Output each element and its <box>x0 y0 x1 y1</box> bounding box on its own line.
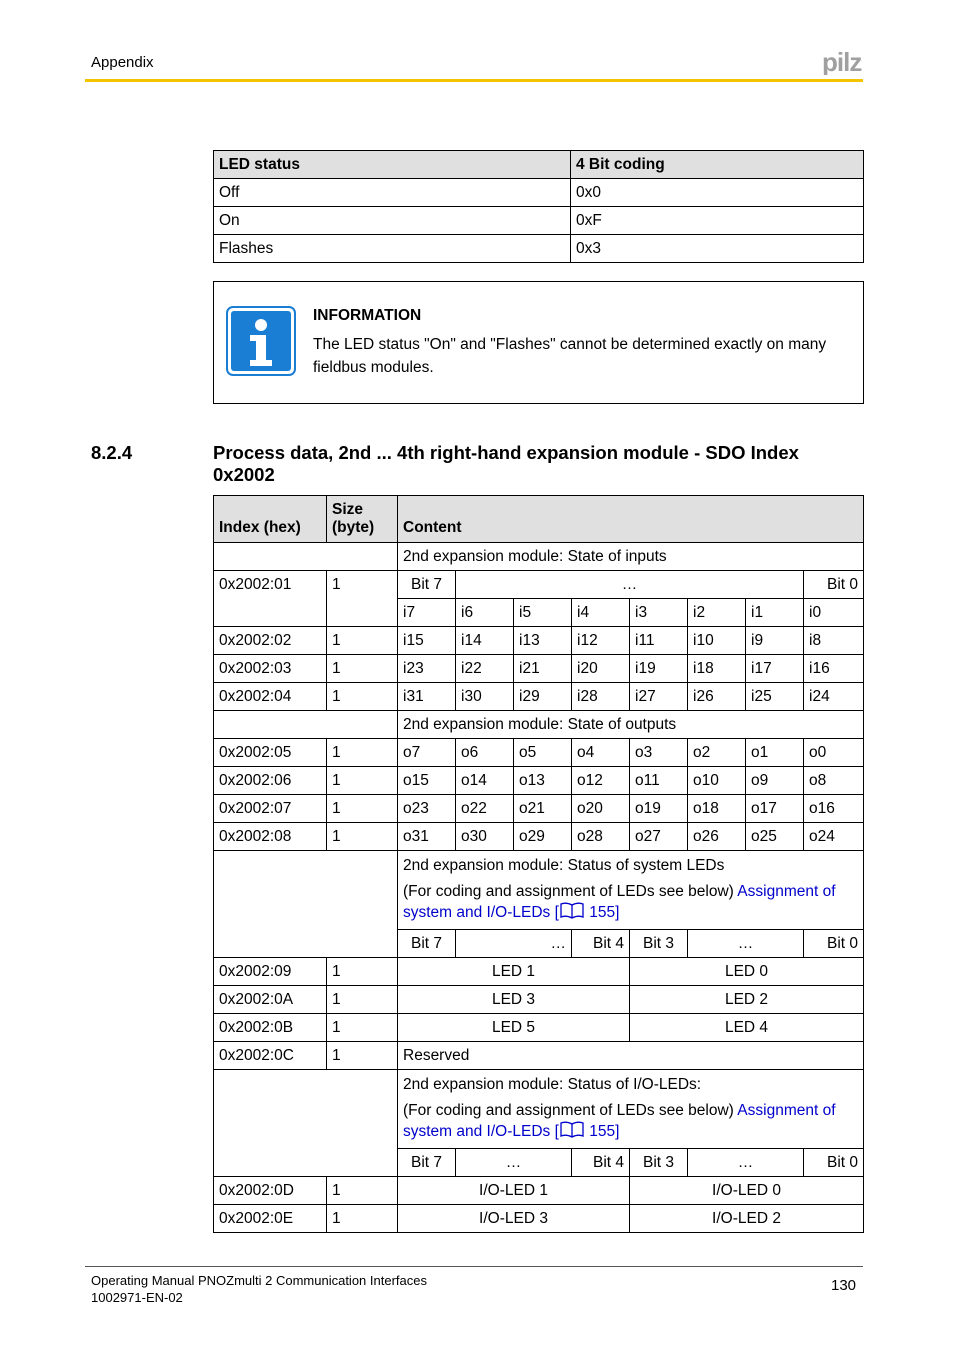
bit-cell: o19 <box>630 795 688 823</box>
bit-cell: i6 <box>456 599 514 627</box>
coding-note-line <box>403 881 858 925</box>
bit-cell: o2 <box>688 739 746 767</box>
size-cell: 1 <box>327 958 398 986</box>
led-hi-cell: I/O-LED 1 <box>398 1177 630 1205</box>
bit-cell: o14 <box>456 767 514 795</box>
coding-cell: 0x0 <box>571 179 864 207</box>
table-header-row <box>214 151 864 179</box>
table-row <box>214 207 864 235</box>
assignment-link[interactable]: Assignment of system and I/O-LEDs [ 155] <box>403 883 836 921</box>
size-cell: 1 <box>327 1014 398 1042</box>
ellipsis: … <box>456 571 804 599</box>
table-row <box>214 958 864 986</box>
bit-cell: i15 <box>398 627 456 655</box>
size-cell: 1 <box>327 795 398 823</box>
empty-cell <box>214 711 398 739</box>
table-row <box>214 683 864 711</box>
info-icon <box>226 306 296 381</box>
header-rule <box>85 79 863 82</box>
bit-cell: o30 <box>456 823 514 851</box>
index-cell: 0x2002:06 <box>214 767 327 795</box>
bit-cell: i24 <box>804 683 864 711</box>
table-row <box>214 655 864 683</box>
bit-cell: i18 <box>688 655 746 683</box>
table-row <box>214 627 864 655</box>
bit-cell: o28 <box>572 823 630 851</box>
io-leds-description <box>398 1070 864 1149</box>
sys-leds-description <box>398 851 864 930</box>
size-cell: 1 <box>327 1177 398 1205</box>
bit7-label: Bit 7 <box>398 1149 456 1177</box>
bit-cell: i14 <box>456 627 514 655</box>
bit-cell: i16 <box>804 655 864 683</box>
bit-cell: i30 <box>456 683 514 711</box>
bit-cell: i21 <box>514 655 572 683</box>
led-lo-cell: I/O-LED 2 <box>630 1205 864 1233</box>
ellipsis: … <box>688 1149 804 1177</box>
book-icon <box>559 902 585 925</box>
ellipsis: … <box>456 1149 572 1177</box>
bit-cell: i4 <box>572 599 630 627</box>
assignment-link[interactable]: Assignment of system and I/O-LEDs [ 155] <box>403 1102 836 1140</box>
index-cell: 0x2002:0D <box>214 1177 327 1205</box>
bit-header-row <box>214 571 864 599</box>
table-row <box>214 1042 864 1070</box>
bit-cell: o3 <box>630 739 688 767</box>
size-cell: 1 <box>327 683 398 711</box>
reserved-cell: Reserved <box>398 1042 864 1070</box>
group-label-row <box>214 543 864 571</box>
bit4-label: Bit 4 <box>572 930 630 958</box>
led-lo-cell: LED 0 <box>630 958 864 986</box>
empty-cell <box>214 543 398 571</box>
table-row <box>214 795 864 823</box>
bit7-label: Bit 7 <box>398 571 456 599</box>
size-cell: 1 <box>327 986 398 1014</box>
bit-cell: i22 <box>456 655 514 683</box>
bit3-label: Bit 3 <box>630 1149 688 1177</box>
led-hi-cell: LED 1 <box>398 958 630 986</box>
info-title: INFORMATION <box>313 307 422 324</box>
index-cell: 0x2002:0C <box>214 1042 327 1070</box>
empty-cell <box>214 1070 398 1177</box>
led-status-cell: Flashes <box>214 235 571 263</box>
bit-cell: i27 <box>630 683 688 711</box>
index-cell: 0x2002:01 <box>214 571 327 627</box>
logo-text: pilz <box>822 51 862 75</box>
bit-cell: o16 <box>804 795 864 823</box>
index-cell: 0x2002:0B <box>214 1014 327 1042</box>
bit-cell: i7 <box>398 599 456 627</box>
footer-manual-title: Operating Manual PNOZmulti 2 Communication Interfaces <box>91 1273 427 1288</box>
table-row <box>214 1014 864 1042</box>
bit-cell: i26 <box>688 683 746 711</box>
group-label-row <box>214 851 864 930</box>
process-data-table <box>213 495 864 1233</box>
index-cell: 0x2002:0A <box>214 986 327 1014</box>
led-hi-cell: LED 5 <box>398 1014 630 1042</box>
bit-cell: i17 <box>746 655 804 683</box>
pilz-logo <box>822 51 864 80</box>
led-lo-cell: LED 4 <box>630 1014 864 1042</box>
col-header-size: Size (byte) <box>327 496 398 543</box>
bit-cell: i20 <box>572 655 630 683</box>
bit-cell: o21 <box>514 795 572 823</box>
bit-cell: o8 <box>804 767 864 795</box>
coding-cell: 0xF <box>571 207 864 235</box>
bit-cell: i13 <box>514 627 572 655</box>
bit-cell: o20 <box>572 795 630 823</box>
size-cell: 1 <box>327 627 398 655</box>
col-header-content: Content <box>398 496 864 543</box>
table-row <box>214 1177 864 1205</box>
size-cell: 1 <box>327 823 398 851</box>
bit-cell: o22 <box>456 795 514 823</box>
bit-cell: i23 <box>398 655 456 683</box>
bit-cell: o9 <box>746 767 804 795</box>
bit-cell: o23 <box>398 795 456 823</box>
led-status-table <box>213 150 864 263</box>
bit-cell: i31 <box>398 683 456 711</box>
index-cell: 0x2002:05 <box>214 739 327 767</box>
bit-cell: o18 <box>688 795 746 823</box>
bit-cell: o13 <box>514 767 572 795</box>
bit-cell: o24 <box>804 823 864 851</box>
coding-cell: 0x3 <box>571 235 864 263</box>
index-cell: 0x2002:09 <box>214 958 327 986</box>
bit-cell: o26 <box>688 823 746 851</box>
sys-leds-label: 2nd expansion module: Status of system LEDs <box>403 857 725 874</box>
table-row <box>214 1205 864 1233</box>
index-cell: 0x2002:07 <box>214 795 327 823</box>
bit-cell: o25 <box>746 823 804 851</box>
index-cell: 0x2002:02 <box>214 627 327 655</box>
bit-cell: o1 <box>746 739 804 767</box>
coding-note-line <box>403 1100 858 1144</box>
col-header-4bit-coding: 4 Bit coding <box>571 151 864 179</box>
bit-cell: o6 <box>456 739 514 767</box>
table-header-row <box>214 496 864 543</box>
index-cell: 0x2002:04 <box>214 683 327 711</box>
io-leds-label: 2nd expansion module: Status of I/O-LEDs: <box>403 1076 702 1093</box>
table-row <box>214 739 864 767</box>
table-row <box>214 179 864 207</box>
bit-cell: i12 <box>572 627 630 655</box>
bit-cell: o0 <box>804 739 864 767</box>
size-cell: 1 <box>327 739 398 767</box>
info-text: The LED status "On" and "Flashes" cannot be determined exactly on many fieldbus modules. <box>313 336 827 376</box>
bit-cell: o10 <box>688 767 746 795</box>
bit7-label: Bit 7 <box>398 930 456 958</box>
ellipsis: … <box>688 930 804 958</box>
led-lo-cell: LED 2 <box>630 986 864 1014</box>
inputs-label: 2nd expansion module: State of inputs <box>398 543 864 571</box>
table-row <box>214 986 864 1014</box>
bit-cell: o12 <box>572 767 630 795</box>
bit-cell: o17 <box>746 795 804 823</box>
bit-cell: i10 <box>688 627 746 655</box>
footer-rule <box>85 1266 863 1267</box>
bit-cell: o29 <box>514 823 572 851</box>
bit-cell: i2 <box>688 599 746 627</box>
bit-cell: i19 <box>630 655 688 683</box>
size-cell: 1 <box>327 655 398 683</box>
bit0-label: Bit 0 <box>804 1149 864 1177</box>
page-number: 130 <box>831 1277 857 1294</box>
col-header-led-status: LED status <box>214 151 571 179</box>
bit-cell: o4 <box>572 739 630 767</box>
bit-cell: o7 <box>398 739 456 767</box>
led-lo-cell: I/O-LED 0 <box>630 1177 864 1205</box>
bit-cell: i29 <box>514 683 572 711</box>
section-number: 8.2.4 <box>91 442 133 463</box>
section-title: Process data, 2nd ... 4th right-hand expansion module - SDO Index 0x2002 <box>213 442 799 485</box>
group-label-row <box>214 711 864 739</box>
ellipsis: … <box>456 930 572 958</box>
table-row <box>214 235 864 263</box>
book-icon <box>559 1121 585 1144</box>
led-status-cell: On <box>214 207 571 235</box>
bit-cell: i11 <box>630 627 688 655</box>
bit-cell: i1 <box>746 599 804 627</box>
index-cell: 0x2002:08 <box>214 823 327 851</box>
size-cell: 1 <box>327 767 398 795</box>
bit-cell: i0 <box>804 599 864 627</box>
bit-cell: i28 <box>572 683 630 711</box>
coding-note: (For coding and assignment of LEDs see below) <box>403 1102 734 1119</box>
coding-note: (For coding and assignment of LEDs see below) <box>403 883 734 900</box>
col-header-index: Index (hex) <box>214 496 327 543</box>
header-section-label: Appendix <box>91 54 154 71</box>
size-cell: 1 <box>327 1042 398 1070</box>
empty-cell <box>214 851 398 958</box>
bit-cell: o15 <box>398 767 456 795</box>
bit-cell: i5 <box>514 599 572 627</box>
led-hi-cell: I/O-LED 3 <box>398 1205 630 1233</box>
bit0-label: Bit 0 <box>804 930 864 958</box>
bit-cell: o27 <box>630 823 688 851</box>
index-cell: 0x2002:0E <box>214 1205 327 1233</box>
led-hi-cell: LED 3 <box>398 986 630 1014</box>
bit3-label: Bit 3 <box>630 930 688 958</box>
led-status-cell: Off <box>214 179 571 207</box>
table-row <box>214 767 864 795</box>
footer-doc-number: 1002971-EN-02 <box>91 1290 183 1305</box>
bit-cell: i25 <box>746 683 804 711</box>
index-cell: 0x2002:03 <box>214 655 327 683</box>
bit-cell: o31 <box>398 823 456 851</box>
bit4-label: Bit 4 <box>572 1149 630 1177</box>
size-cell: 1 <box>327 1205 398 1233</box>
outputs-label: 2nd expansion module: State of outputs <box>398 711 864 739</box>
bit-cell: i3 <box>630 599 688 627</box>
table-row <box>214 823 864 851</box>
information-box <box>213 281 864 404</box>
bit0-label: Bit 0 <box>804 571 864 599</box>
bit-cell: o11 <box>630 767 688 795</box>
bit-cell: o5 <box>514 739 572 767</box>
bit-cell: i9 <box>746 627 804 655</box>
size-cell: 1 <box>327 571 398 627</box>
bit-cell: i8 <box>804 627 864 655</box>
group-label-row <box>214 1070 864 1149</box>
